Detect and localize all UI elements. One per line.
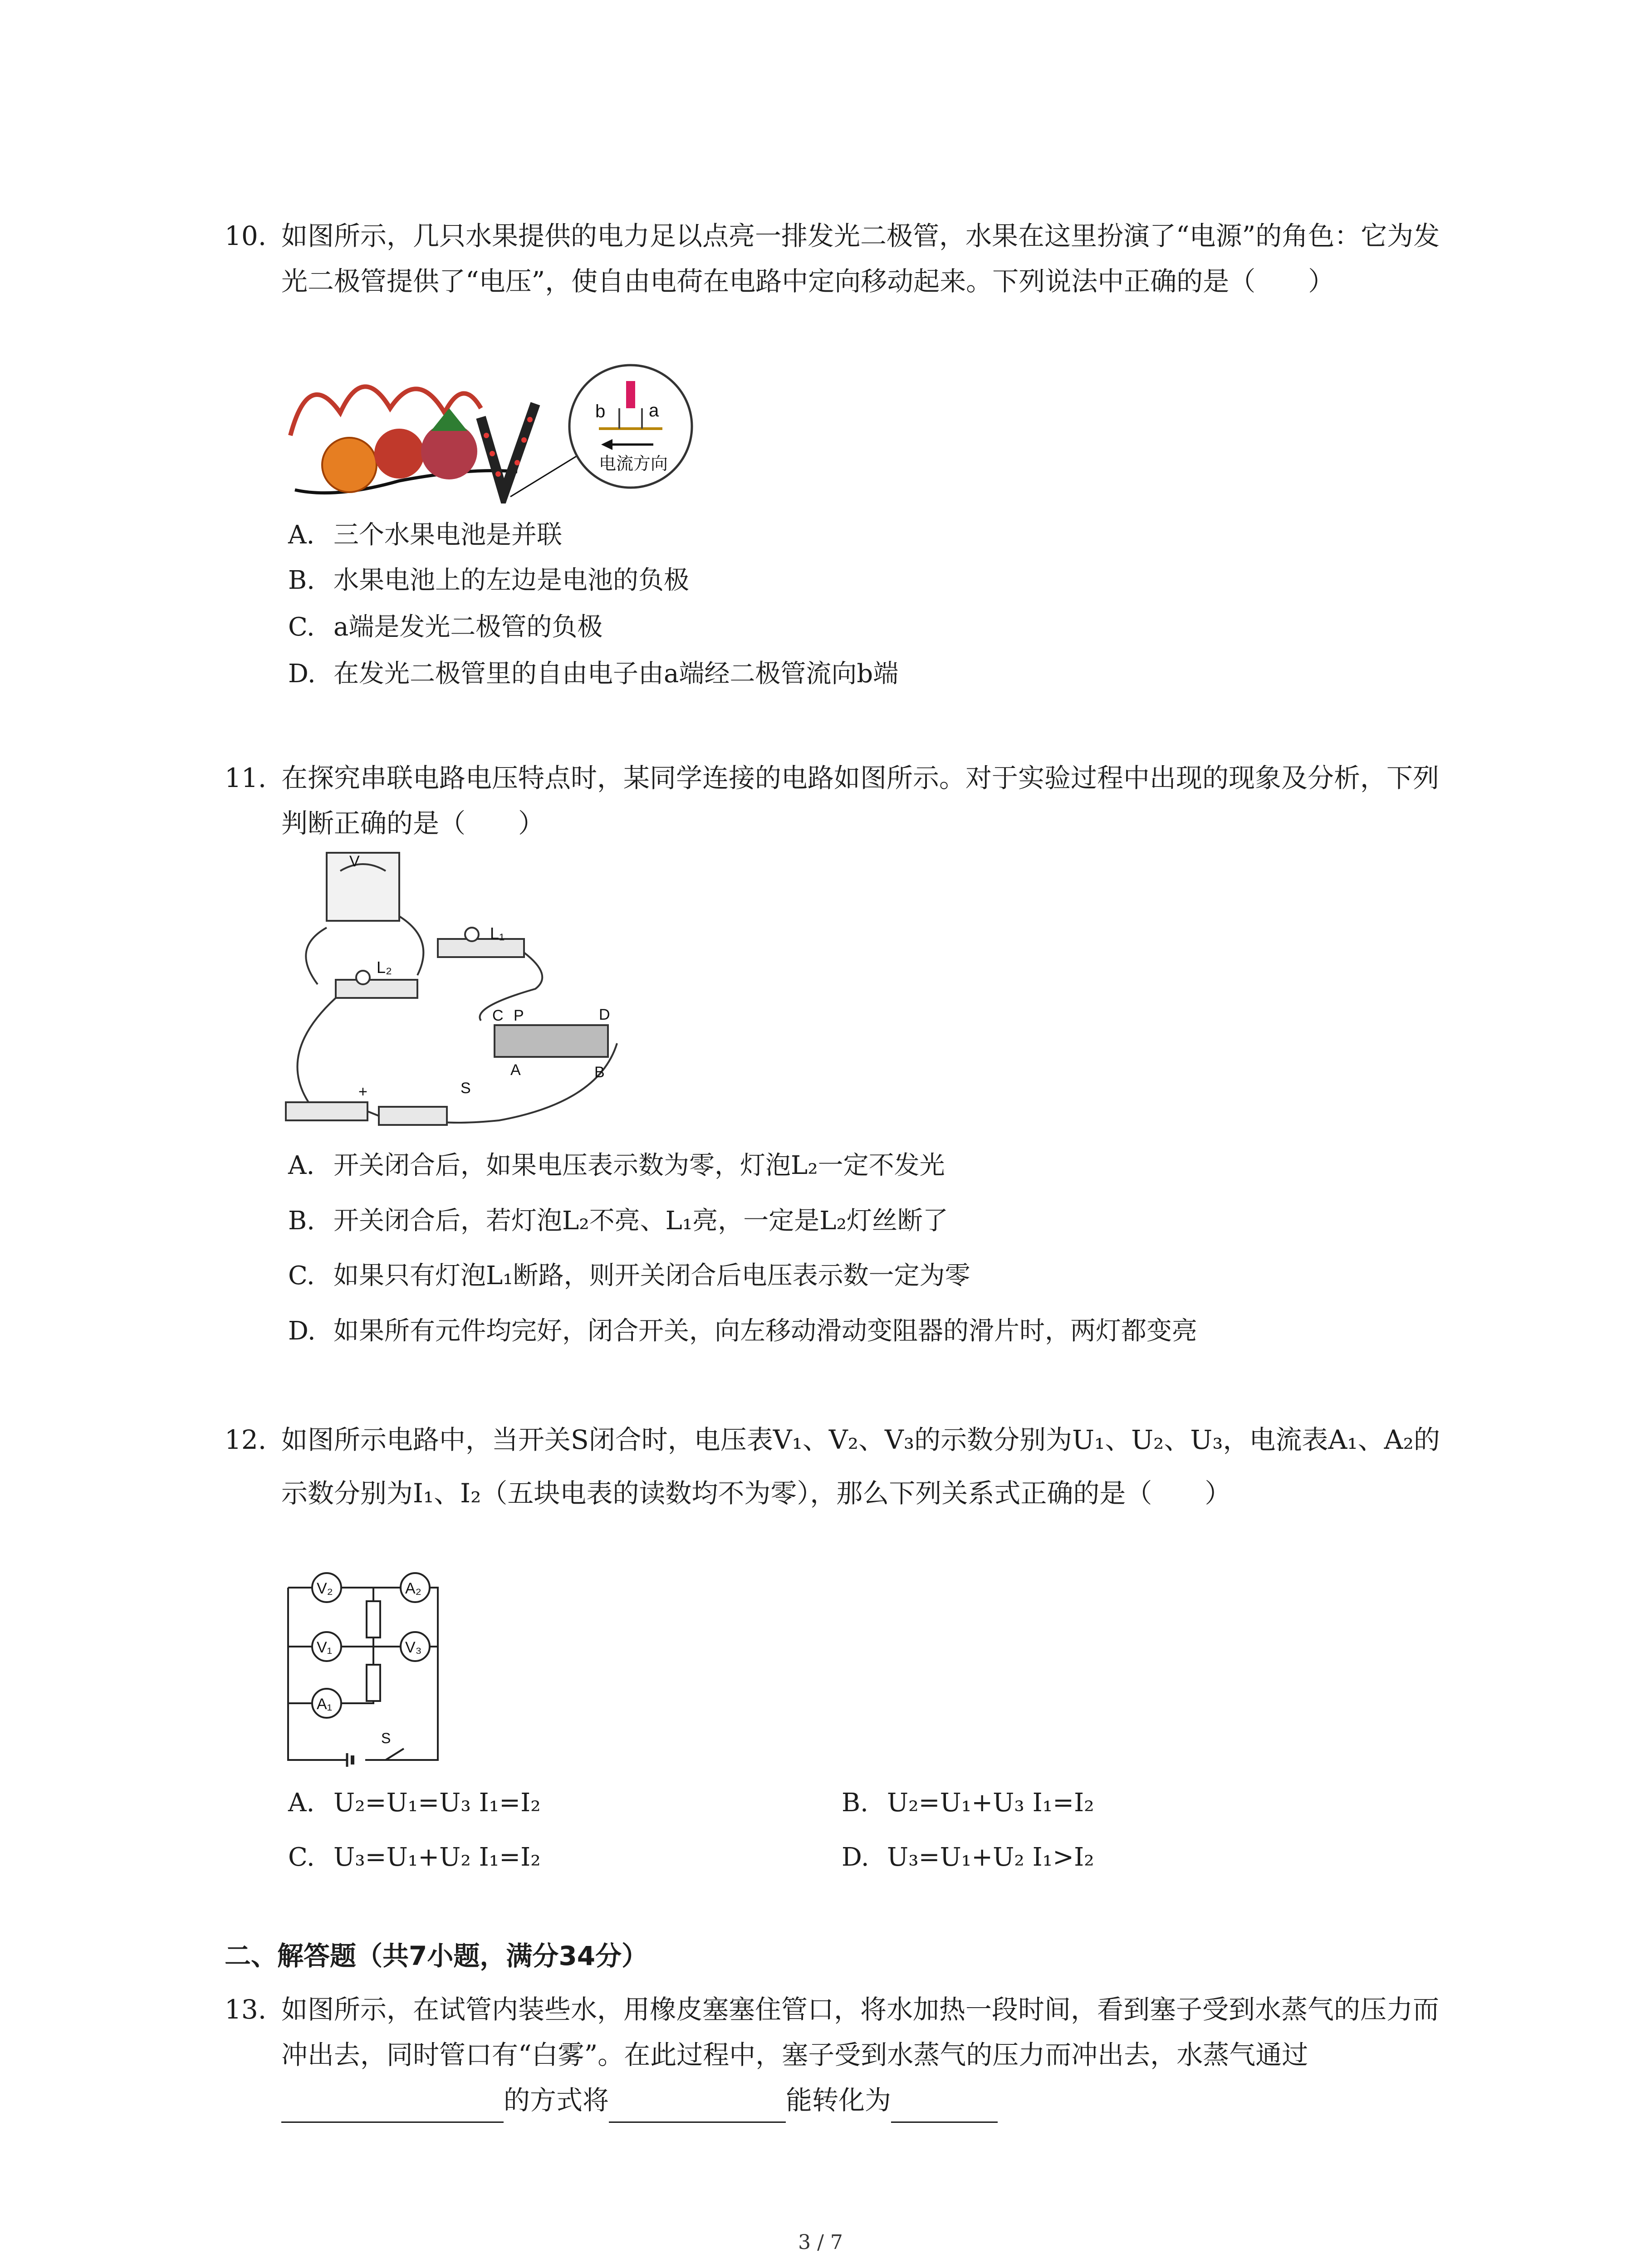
option-b[interactable]: B. 开关闭合后，若灯泡L₂不亮、L₁亮，一定是L₂灯丝断了 [288,1206,948,1236]
label-c: C [492,1007,504,1024]
option-a[interactable]: A. U₂=U₁=U₃ I₁=I₂ [288,1788,541,1818]
option-a[interactable]: A. 三个水果电池是并联 [288,520,562,550]
fruit-battery-photo [290,386,581,497]
question-number: 13. [225,1994,267,2025]
bulb-l1-icon [465,928,479,941]
option-c[interactable]: C. 如果只有灯泡L₁断路，则开关闭合后电压表示数一定为零 [288,1261,970,1290]
voltmeter-label: V [349,853,360,870]
bulb-l2-icon [356,971,370,984]
label-a2: A₂ [405,1580,421,1597]
answer-blank-1[interactable] [281,2091,504,2123]
label-d: D [599,1006,610,1023]
meter-circuit-figure [284,1567,451,1780]
section-title: 二、解答题（共7小题，满分34分） [225,1941,648,1971]
question-text: 在探究串联电路电压特点时，某同学连接的电路如图所示。对于实验过程中出现的现象及分析，下列判断正确的是（ ） [281,763,1440,839]
question-11 [225,755,1450,846]
label-a: a [649,401,659,420]
answer-blank-2[interactable] [609,2091,786,2123]
option-a[interactable]: A. 开关闭合后，如果电压表示数为零，灯泡L₂一定不发光 [288,1151,945,1180]
label-s: S [460,1080,471,1097]
question-text-part1: 如图所示，在试管内装些水，用橡皮塞塞住管口，将水加热一段时间，看到塞子受到水蒸气的压力而冲出去，同时管口有“白雾”。在此过程中，塞子受到水蒸气的压力而冲出去，水蒸气通过 [281,1994,1440,2070]
label-v2: V₂ [317,1580,333,1597]
label-v3: V₃ [405,1639,422,1656]
option-b[interactable]: B. U₂=U₁+U₃ I₁=I₂ [842,1788,1094,1818]
switch-icon [379,1107,447,1125]
resistor-top-icon [367,1601,380,1637]
voltmeter-icon [327,853,399,921]
question-text-part3: 能转化为 [786,2085,892,2116]
label-b: b [595,401,606,421]
rheostat-icon [495,1025,608,1057]
switch-icon [386,1749,404,1760]
label-current-direction: 电流方向 [599,455,668,474]
question-12-stem [225,1413,1450,1520]
label-plus: + [358,1083,367,1100]
option-d[interactable]: D. 如果所有元件均完好，闭合开关，向左移动滑动变阻器的滑片时，两灯都变亮 [288,1316,1197,1346]
option-c[interactable]: C. U₃=U₁+U₂ I₁=I₂ [288,1843,541,1872]
question-13 [225,1987,1450,2123]
fruit-battery-figure [281,358,703,503]
label-a1: A₁ [317,1696,333,1713]
label-l1: L₁ [490,924,505,943]
label-p: P [514,1007,524,1024]
question-11-stem [225,755,1450,846]
question-text: 如图所示电路中，当开关S闭合时，电压表V₁、V₂、V₃的示数分别为U₁、U₂、U₃，电流表A₁、A₂的示数分别为I₁、I₂（五块电表的读数均不为零），那么下列关系式正确的是（ ） [281,1424,1440,1509]
question-number: 12. [225,1424,267,1455]
resistor-bottom-icon [367,1665,380,1701]
question-13-stem [225,1987,1450,2123]
series-circuit-figure [281,848,644,1143]
label-l2: L₂ [377,958,392,977]
led-icon [626,381,635,408]
option-b[interactable]: B. 水果电池上的左边是电池的负极 [288,566,689,595]
label-b: B [594,1064,605,1081]
battery-icon [286,1102,367,1120]
question-10-stem [225,213,1450,304]
question-number: 10. [225,220,267,251]
answer-blank-3[interactable] [891,2091,998,2123]
page-number: 3 / 7 [798,2231,843,2254]
question-number: 11. [225,763,267,793]
label-v1: V₁ [317,1639,333,1656]
option-c[interactable]: C. a端是发光二极管的负极 [288,612,603,642]
label-s: S [381,1730,391,1746]
question-text: 如图所示，几只水果提供的电力足以点亮一排发光二极管，水果在这里扮演了“电源”的角色：它为发光二极管提供了“电压”，使自由电荷在电路中定向移动起来。下列说法中正确的是（ ） [281,220,1440,297]
question-12 [225,1413,1450,1520]
option-d[interactable]: D. 在发光二极管里的自由电子由a端经二极管流向b端 [288,659,899,689]
question-10 [225,213,1450,304]
question-text-part2: 的方式将 [504,2085,609,2116]
label-a: A [510,1061,521,1079]
option-d[interactable]: D. U₃=U₁+U₂ I₁>I₂ [842,1843,1094,1872]
